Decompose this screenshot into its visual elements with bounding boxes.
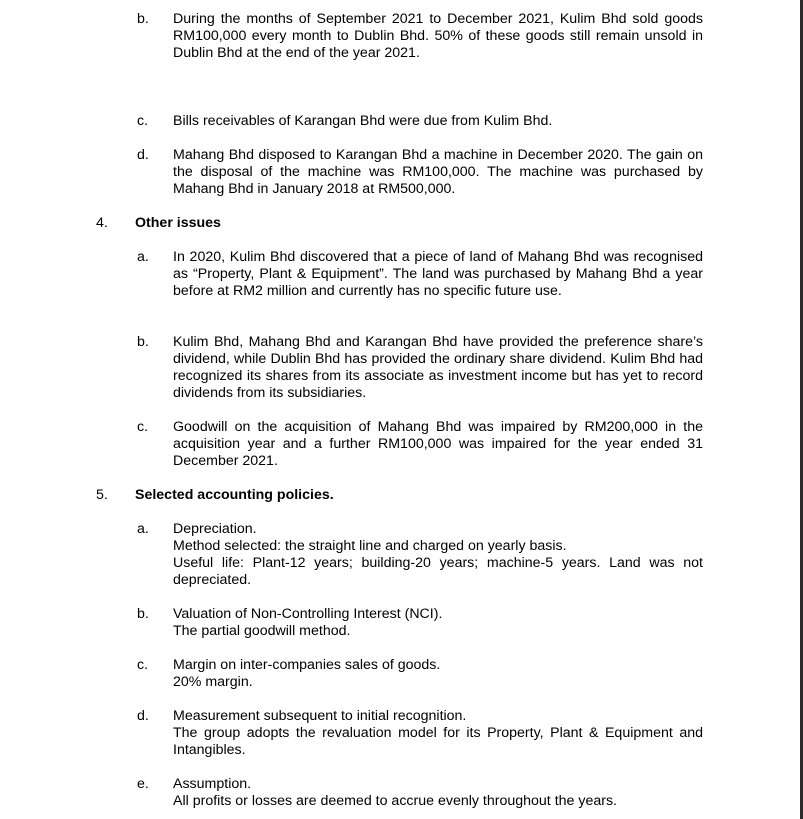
- item-label: e.: [137, 776, 149, 792]
- item-line: Depreciation.: [173, 521, 257, 537]
- section-heading: Other issues: [135, 215, 221, 231]
- item-line: Measurement subsequent to initial recognition.: [173, 708, 467, 724]
- item-text: Kulim Bhd, Mahang Bhd and Karangan Bhd have provided the preference share’s dividend, while Dublin Bhd has provided the ordinary share dividend. Kulim Bhd had recognized its shares from its associate as investment income but has yet to record dividends from its subsidiaries.: [173, 334, 703, 401]
- item-text: [173, 606, 703, 640]
- section-heading: Selected accounting policies.: [135, 487, 334, 503]
- item-label: a.: [137, 249, 149, 265]
- item-label: a.: [137, 521, 149, 537]
- item-label: d.: [137, 708, 149, 724]
- item-line: All profits or losses are deemed to accrue evenly throughout the years.: [173, 793, 617, 809]
- item-text: Mahang Bhd disposed to Karangan Bhd a machine in December 2020. The gain on the disposal of the machine was RM100,000. The machine was purchased by Mahang Bhd in January 2018 at RM500,000.: [173, 147, 703, 197]
- item-text: [173, 521, 703, 589]
- item-label: d.: [137, 147, 149, 163]
- item-text: [173, 657, 703, 691]
- item-text: [173, 708, 703, 759]
- item-line: 20% margin.: [173, 674, 253, 690]
- item-label: b.: [137, 334, 149, 350]
- item-label: c.: [137, 657, 149, 673]
- item-line: Valuation of Non-Controlling Interest (NCI).: [173, 606, 443, 622]
- item-line: Margin on inter-companies sales of goods.: [173, 657, 441, 673]
- section-number: 5.: [96, 487, 108, 503]
- item-line: Method selected: the straight line and charged on yearly basis.: [173, 538, 567, 554]
- item-text: In 2020, Kulim Bhd discovered that a piece of land of Mahang Bhd was recognised as “Property, Plant & Equipment”. The land was purchased by Mahang Bhd a year before at RM2 million and currently has no specific future use.: [173, 249, 703, 299]
- section-number: 4.: [96, 215, 108, 231]
- item-line: Useful life: Plant-12 years; building-20 years; machine-5 years. Land was not depreciated.: [173, 555, 703, 588]
- item-text: During the months of September 2021 to December 2021, Kulim Bhd sold goods RM100,000 every month to Dublin Bhd. 50% of these goods still remain unsold in Dublin Bhd at the end of the year 2021.: [173, 11, 703, 61]
- item-label: c.: [137, 419, 149, 435]
- item-label: c.: [137, 113, 149, 129]
- item-text: Bills receivables of Karangan Bhd were due from Kulim Bhd.: [173, 113, 553, 129]
- item-line: The group adopts the revaluation model for its Property, Plant & Equipment and Intangibles.: [173, 725, 703, 758]
- item-line: The partial goodwill method.: [173, 623, 351, 639]
- item-text: [173, 776, 703, 810]
- item-label: b.: [137, 11, 149, 27]
- item-text: Goodwill on the acquisition of Mahang Bhd was impaired by RM200,000 in the acquisition year and a further RM100,000 was impaired for the year ended 31 December 2021.: [173, 419, 703, 469]
- item-line: Assumption.: [173, 776, 252, 792]
- item-label: b.: [137, 606, 149, 622]
